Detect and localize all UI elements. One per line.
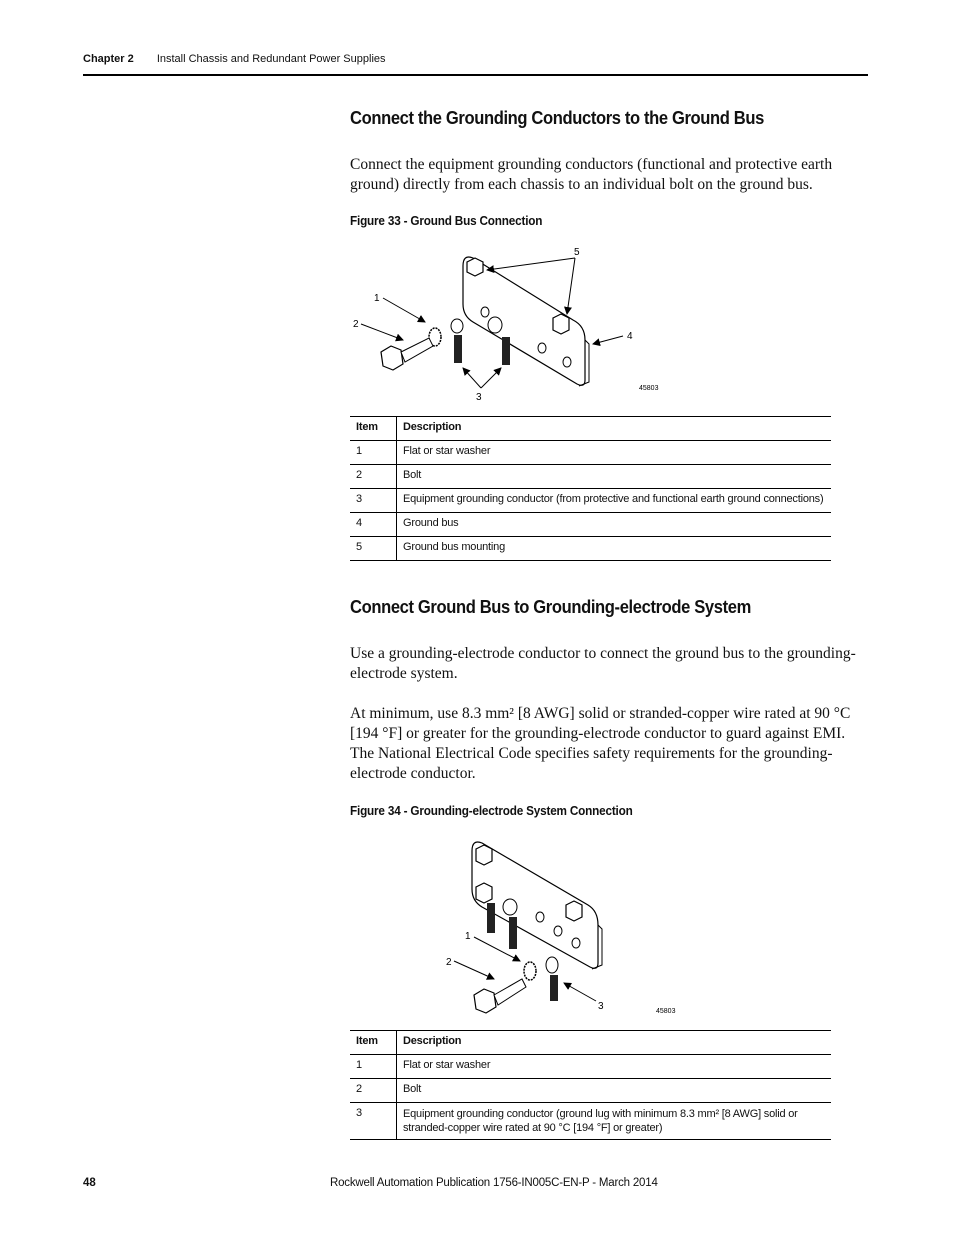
callout-5: 5 [574,247,580,258]
publication-info: Rockwell Automation Publication 1756-IN005C-EN-P - March 2014 [330,1177,658,1189]
callout-4: 4 [627,331,633,342]
conductor-wire [550,975,558,1001]
conductor-wire [502,337,510,365]
chapter-label: Chapter 2 [83,53,134,65]
running-header [83,53,386,65]
table-header-row [350,417,831,441]
item-description: Equipment grounding conductor (ground lug with minimum 8.3 mm² [8 AWG] solid or stranded-copper wire rated at 90 °C [194 °F] or greater) [403,1108,798,1134]
item-description: Flat or star washer [403,445,491,457]
section-heading-ground-bus: Connect the Grounding Conductors to the Ground Bus [350,108,764,128]
item-number: 3 [350,1103,397,1140]
conductor-wire [509,917,517,949]
page-number: 48 [83,1177,96,1189]
bus-hole [481,307,489,317]
section1-paragraph: Connect the equipment grounding conductors (functional and protective earth ground) directly from each chassis to an individual bolt on the ground bus. [350,156,833,193]
conductor-wire [454,335,462,363]
figure-34-grounding-electrode-illustration [440,835,690,1020]
callout-2: 2 [353,319,359,330]
figure-33-legend-table [350,416,831,561]
bolt-head [381,346,403,370]
item-number: 2 [350,465,397,489]
col-item-header: Item [350,1031,397,1055]
bus-hole [563,357,571,367]
table-row [350,441,831,465]
col-item-header: Item [350,417,397,441]
bus-hole [538,343,546,353]
table-row [350,1103,831,1140]
mounting-bolt-head [566,901,582,921]
mounting-bolt-head [553,314,569,334]
table-header-row [350,1031,831,1055]
figure-id: 45803 [639,385,659,392]
col-description-header: Description [403,421,462,433]
item-number: 1 [350,441,397,465]
star-washer [524,962,536,980]
callout-2: 2 [446,957,452,968]
item-number: 5 [350,537,397,561]
item-description: Bolt [403,469,422,481]
bolt-head [476,883,492,903]
table-row [350,537,831,561]
table-row [350,1055,831,1079]
table-row [350,513,831,537]
figure-34-legend-table [350,1030,831,1140]
callout-3: 3 [476,392,482,403]
item-number: 3 [350,489,397,513]
callout-3: 3 [598,1001,604,1012]
bus-hole [536,912,544,922]
figure-33-caption: Figure 33 - Ground Bus Connection [350,214,543,228]
figure-33-ground-bus-illustration [345,240,665,405]
bolt-shaft [401,338,433,362]
table-row [350,1079,831,1103]
conductor-lug [503,899,517,915]
item-description: Flat or star washer [403,1059,491,1071]
conductor-lug [488,317,502,333]
section2-paragraph-1: Use a grounding-electrode conductor to connect the ground bus to the grounding-electrode system. [350,645,856,682]
callout-1: 1 [465,931,471,942]
figure-id: 45803 [656,1008,676,1015]
bolt-shaft [494,979,526,1005]
conductor-lug [546,957,558,973]
section2-paragraph-2: At minimum, use 8.3 mm² [8 AWG] solid or stranded-copper wire rated at 90 °C [194 °F] or greater for the grounding-electrode conductor to guard against EMI. The National Electrical Code specifies safety requirements for the grounding-electrode conductor. [350,705,851,782]
col-description-header: Description [403,1035,462,1047]
chapter-title: Install Chassis and Redundant Power Supplies [156,53,386,65]
header-rule [83,74,868,76]
item-description: Ground bus mounting [403,541,505,553]
bus-hole [572,938,580,948]
item-number: 1 [350,1055,397,1079]
mounting-bolt-head [476,845,492,865]
figure-34-caption: Figure 34 - Grounding-electrode System Connection [350,804,633,818]
callout-1: 1 [374,293,380,304]
item-description: Equipment grounding conductor (from protective and functional earth ground connections) [403,493,824,505]
section1-body [350,155,870,195]
section-heading-grounding-electrode: Connect Ground Bus to Grounding-electrode System [350,597,751,617]
bolt-head [474,989,496,1013]
conductor-lug [451,319,463,333]
table-row [350,465,831,489]
section2-body [350,644,870,784]
item-description: Ground bus [403,517,459,529]
table-row [350,489,831,513]
item-description: Bolt [403,1083,422,1095]
conductor-wire [487,903,495,933]
mounting-bolt-head [467,258,483,276]
item-number: 2 [350,1079,397,1103]
item-number: 4 [350,513,397,537]
bus-hole [554,926,562,936]
